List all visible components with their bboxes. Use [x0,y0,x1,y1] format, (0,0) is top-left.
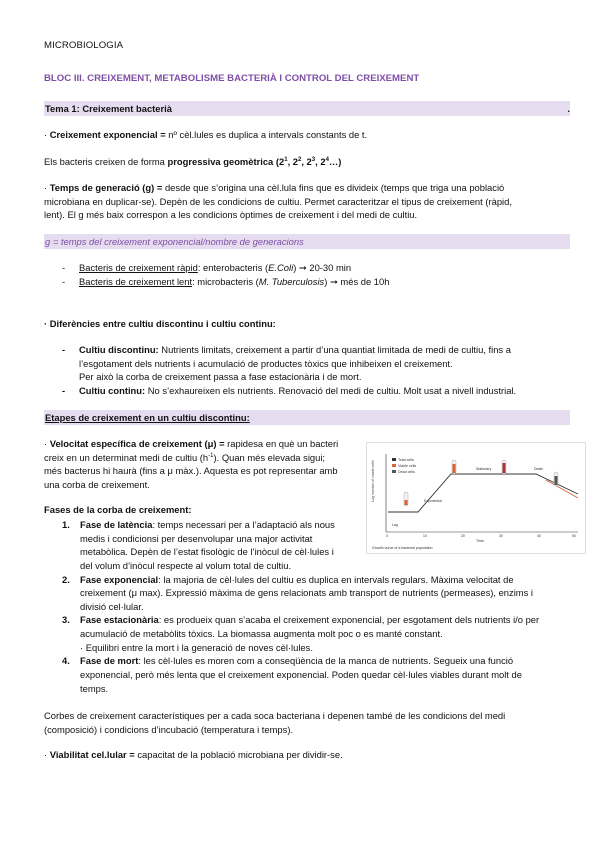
formula: g = temps del creixement exponencial/nombre de generacions [45,236,304,247]
list-item [58,518,364,573]
text: desde que s’origina una cèl.lula fins que es divideix (temps que triga una població [162,182,505,193]
t: : es produeix quan s’acaba el creixement exponencial, per esgotament dels nutrients i/o per [158,614,540,626]
line: més bacterus hi haurà (fins a μ màx.). Aquesta es pot representar amb [44,465,338,477]
organism: E.Coli [268,262,294,273]
item-number: 4. [62,655,70,667]
line [80,654,570,668]
text: Els bacteris creixen de forma [44,156,168,167]
line [44,451,362,465]
bullet: · [44,438,50,449]
definition: nº cèl.lules es duplica a intervals constants de t. [165,129,368,140]
bullet: · [44,749,50,760]
organism: M. Tuberculosis [258,276,325,287]
growth-rate-paragraph [44,437,362,492]
line: temps. [80,682,109,694]
sup: 2 [298,156,302,163]
line [79,343,570,357]
line: una corba de creixement. [44,478,150,490]
legend-swatch [392,464,396,467]
t: creix en un determinat medi de cultiu (h [44,451,209,463]
sup: 1 [284,156,288,163]
x-axis-label: Time [476,539,484,543]
course-header: MICROBIOLOGIA [44,40,124,51]
legend [392,458,416,474]
item-number: 2. [62,573,70,585]
viability-definition [44,748,570,762]
t: : les cèl·lules es moren com a conseqüència de la manca de nutrients. Segueix una funció [138,655,514,667]
dash: - [62,344,66,355]
list-item [62,384,570,398]
t: : microbacteris ( [192,276,259,287]
tube-fill [503,463,506,473]
t: : temps necessari per a l’adaptació als nous [152,519,335,530]
legend-entry: Viable cells [398,464,417,468]
line: Corbes de creixement característiques per a cada soca bacteriana i depenen també de les condicions del medi [44,710,506,721]
bullet: · [44,129,50,140]
term: Fase estacionària [80,614,159,626]
tube-fill [405,500,408,505]
x-tick: 10 [423,534,427,538]
etapes-title: Etapes de creixement en un cultiu discontinu: [45,412,250,423]
line [80,518,364,532]
line: acumulació de metabòlits tòxics. La biomassa augmenta molt poc o es manté constant. [80,628,443,639]
list-item [58,573,570,614]
legend-entry: Dead cells [398,470,415,474]
line [80,573,570,587]
line [80,613,570,627]
t: ) ➞ 20-30 min [293,262,352,273]
list-item [58,613,570,654]
item-text [79,261,351,275]
t: …) [328,156,342,167]
line: creixement (μ max). Expressió màxima de gens relacionats amb transport de nutrients (permeases), enzims i [80,587,533,599]
list-item [62,343,570,384]
term: Viabilitat cel.lular = [49,749,135,760]
t: : enterobacteris ( [197,262,269,273]
sup: 3 [311,156,316,163]
geometric-series [168,156,342,167]
line: l’esgotament dels nutrients i acumulació de productes tòxics que inhibeixen el creixement. [79,357,453,369]
x-tick: 30 [499,534,503,538]
line: del volum d’inòcul respecte al volum total de cultiu. [80,559,292,571]
t: No s’exhaureixen els nutrients. Renovació del medi de cultiu. Molt usat a nivell industrial. [145,384,517,396]
generation-time-paragraph [44,181,570,222]
term: Fase exponencial [80,573,159,585]
t: rapidesa en què un bacteri [224,438,339,449]
tema-heading-band [44,101,570,116]
line: microbiana en duplicar-se). Depèn de les condicions de cultiu. Permet caracteritzar el tipus de creixement (ràpid, [44,195,512,207]
tema-dot: . [567,103,570,114]
line: exponencial, però més lenta que el creixement exponencial. Poden quedar cèl·lules viables durant molt de [80,668,522,680]
dash: - [62,262,66,273]
tube-fill [555,476,558,485]
tema-title: Tema 1: Creixement bacterià [45,103,172,114]
line [44,181,570,195]
line: metabòlica. Depèn de l’estat fisològic de l’inòcul de cèl·lules i [80,546,334,558]
t: : la majoria de cèl·lules del cultiu es duplica en intervals regulars. Màxima velocitat de [158,573,514,585]
t: , 2 [315,156,326,167]
growth-type-list [62,261,562,289]
formula-band [44,234,570,249]
term: Cultiu continu: [79,384,146,396]
item-text [79,275,389,289]
sup: -1 [208,452,214,459]
phase-label: Lag [392,523,398,527]
term: Fase de latència [80,519,153,530]
phases-title: Fases de la corba de creixement: [44,504,192,515]
figure-caption: Growth curve of a bacterial population [372,546,433,550]
sup: 4 [325,156,329,163]
line: divisió cel·lular. [80,600,144,612]
term: Velocitat específica de creixement (μ) = [49,438,225,449]
line: (composició) i condicions d’incubació (temperatura i temps). [44,723,294,735]
t: , 2 [287,156,298,167]
t: ) ➞ més de 10h [324,276,390,287]
dash: - [62,384,66,396]
x-tick: 50 [572,534,576,538]
list-item [62,275,562,289]
line: Per això la corba de creixement passa a fase estacionària i de mort. [79,371,362,383]
differences-title: · Diferències entre cultiu discontinu i cultiu continu: [44,318,276,329]
geometric-growth-text [44,155,570,169]
line [79,384,570,398]
x-tick: 0 [386,534,388,538]
item-number: 1. [62,519,70,530]
t: ). Quan més elevada sigui; [213,451,326,463]
phase-list [58,518,570,695]
term: Temps de generació (g) = [49,182,163,193]
t: , 2 [301,156,312,167]
line: medis i condicionsi per desenvolupar una major activitat [80,532,313,544]
dash: - [62,276,66,287]
list-item [62,261,562,275]
label: Bacteris de creixement ràpid [79,262,198,273]
term: Fase de mort [80,655,139,667]
list-item [58,654,570,695]
definition: capacitat de la població microbiana per dividir-se. [134,749,343,760]
item-number: 3. [62,614,70,626]
legend-entry: Total cells [398,458,414,462]
phase-label: Exponential [424,499,442,503]
term: Cultiu discontinu: [79,344,159,355]
bloc-title: BLOC III. CREIXEMENT, METABOLISME BACTERIÀ I CONTROL DEL CREIXEMENT [44,73,420,84]
x-tick: 40 [537,534,541,538]
bullet: · [44,182,50,193]
exponential-definition [44,128,570,142]
curves-paragraph [44,709,570,736]
phase-label: Death [534,467,544,471]
phase-label: Stationary [476,467,492,471]
line [44,437,362,451]
legend-swatch [392,470,396,473]
line: · Equilibri entre la mort i la generació de noves cèl·lules. [80,641,313,653]
t: Nutrients limitats, creixement a partir d’una quantiat limitada de medi de cultiu, fins a [158,344,511,355]
label: Bacteris de creixement lent [79,276,193,287]
culture-list [62,343,570,398]
legend-swatch [392,458,396,461]
y-axis-label: Log number of viable cells [371,460,375,502]
tube-fill [453,464,456,473]
x-tick: 20 [461,534,465,538]
t: progressiva geomètrica (2 [167,156,285,167]
term: Creixement exponencial = [49,129,166,140]
line: lent). El g més baix correspon a les condicions òptimes de creixement i del medi de cultiu. [44,209,418,221]
etapes-band [44,410,570,425]
